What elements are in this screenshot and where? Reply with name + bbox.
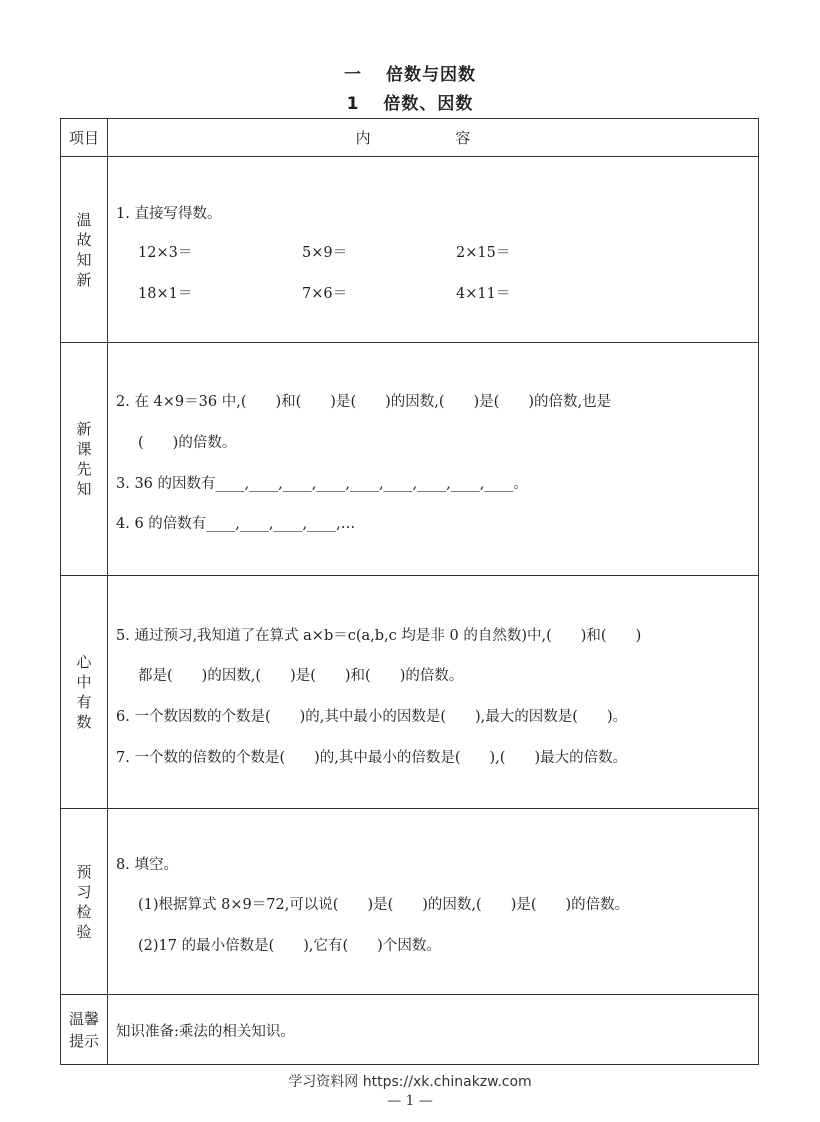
tip-text: 知识准备:乘法的相关知识。 bbox=[116, 1024, 295, 1040]
section-understanding bbox=[61, 576, 759, 809]
section-review bbox=[61, 157, 759, 343]
chapter-number: 一 bbox=[344, 65, 362, 85]
lesson-title-text: 倍数、因数 bbox=[383, 94, 474, 114]
calc-item: 12×3＝ bbox=[138, 245, 193, 261]
question-8-2: (2)17 的最小倍数是( ),它有( )个因数。 bbox=[138, 938, 441, 954]
section-new-lesson bbox=[61, 343, 759, 576]
lesson-title bbox=[0, 89, 820, 114]
calc-item: 2×15＝ bbox=[456, 245, 511, 261]
section-label: 心中有数 bbox=[61, 576, 108, 809]
section-content bbox=[108, 809, 759, 995]
chapter-title bbox=[0, 60, 820, 85]
question-6: 6. 一个数因数的个数是( )的,其中最小的因数是( ),最大的因数是( )。 bbox=[116, 709, 628, 725]
section-content bbox=[108, 343, 759, 576]
section-label: 新课先知 bbox=[61, 343, 108, 576]
calc-item: 5×9＝ bbox=[302, 245, 348, 261]
worksheet-table bbox=[60, 118, 759, 1065]
question-7: 7. 一个数的倍数的个数是( )的,其中最小的倍数是( ),( )最大的倍数。 bbox=[116, 750, 628, 766]
header-content: 内 容 bbox=[108, 119, 759, 157]
section-tips bbox=[61, 995, 759, 1065]
chapter-title-text: 倍数与因数 bbox=[386, 65, 476, 85]
question-4: 4. 6 的倍数有____,____,____,____,… bbox=[116, 516, 356, 532]
header-item: 项目 bbox=[61, 119, 108, 157]
section-label: 预习检验 bbox=[61, 809, 108, 995]
section-label: 温故知新 bbox=[61, 157, 108, 343]
calc-item: 7×6＝ bbox=[302, 286, 348, 302]
question-8-1: (1)根据算式 8×9＝72,可以说( )是( )的因数,( )是( )的倍数。 bbox=[138, 897, 630, 913]
calc-item: 4×11＝ bbox=[456, 286, 511, 302]
lesson-number: 1 bbox=[346, 94, 360, 114]
section-content bbox=[108, 157, 759, 343]
section-content bbox=[108, 576, 759, 809]
question-5-cont: 都是( )的因数,( )是( )和( )的倍数。 bbox=[138, 668, 464, 684]
question-3: 3. 36 的因数有____,____,____,____,____,____,____,____,____。 bbox=[116, 476, 528, 492]
question-5: 5. 通过预习,我知道了在算式 a×b＝c(a,b,c 均是非 0 的自然数)中,( )和( ) bbox=[116, 628, 642, 644]
question-2-cont: ( )的倍数。 bbox=[138, 435, 237, 451]
footer-site: 学习资料网 https://xk.chinakzw.com bbox=[288, 1074, 532, 1090]
page-number: — 1 — bbox=[387, 1093, 433, 1109]
question-1: 1. 直接写得数。 bbox=[116, 206, 222, 222]
question-8: 8. 填空。 bbox=[116, 857, 178, 873]
question-2: 2. 在 4×9＝36 中,( )和( )是( )的因数,( )是( )的倍数,也是 bbox=[116, 394, 612, 410]
section-label: 温馨 提示 bbox=[61, 995, 108, 1065]
section-check bbox=[61, 809, 759, 995]
header-row bbox=[61, 119, 759, 157]
calc-item: 18×1＝ bbox=[138, 286, 193, 302]
section-content bbox=[108, 995, 759, 1065]
